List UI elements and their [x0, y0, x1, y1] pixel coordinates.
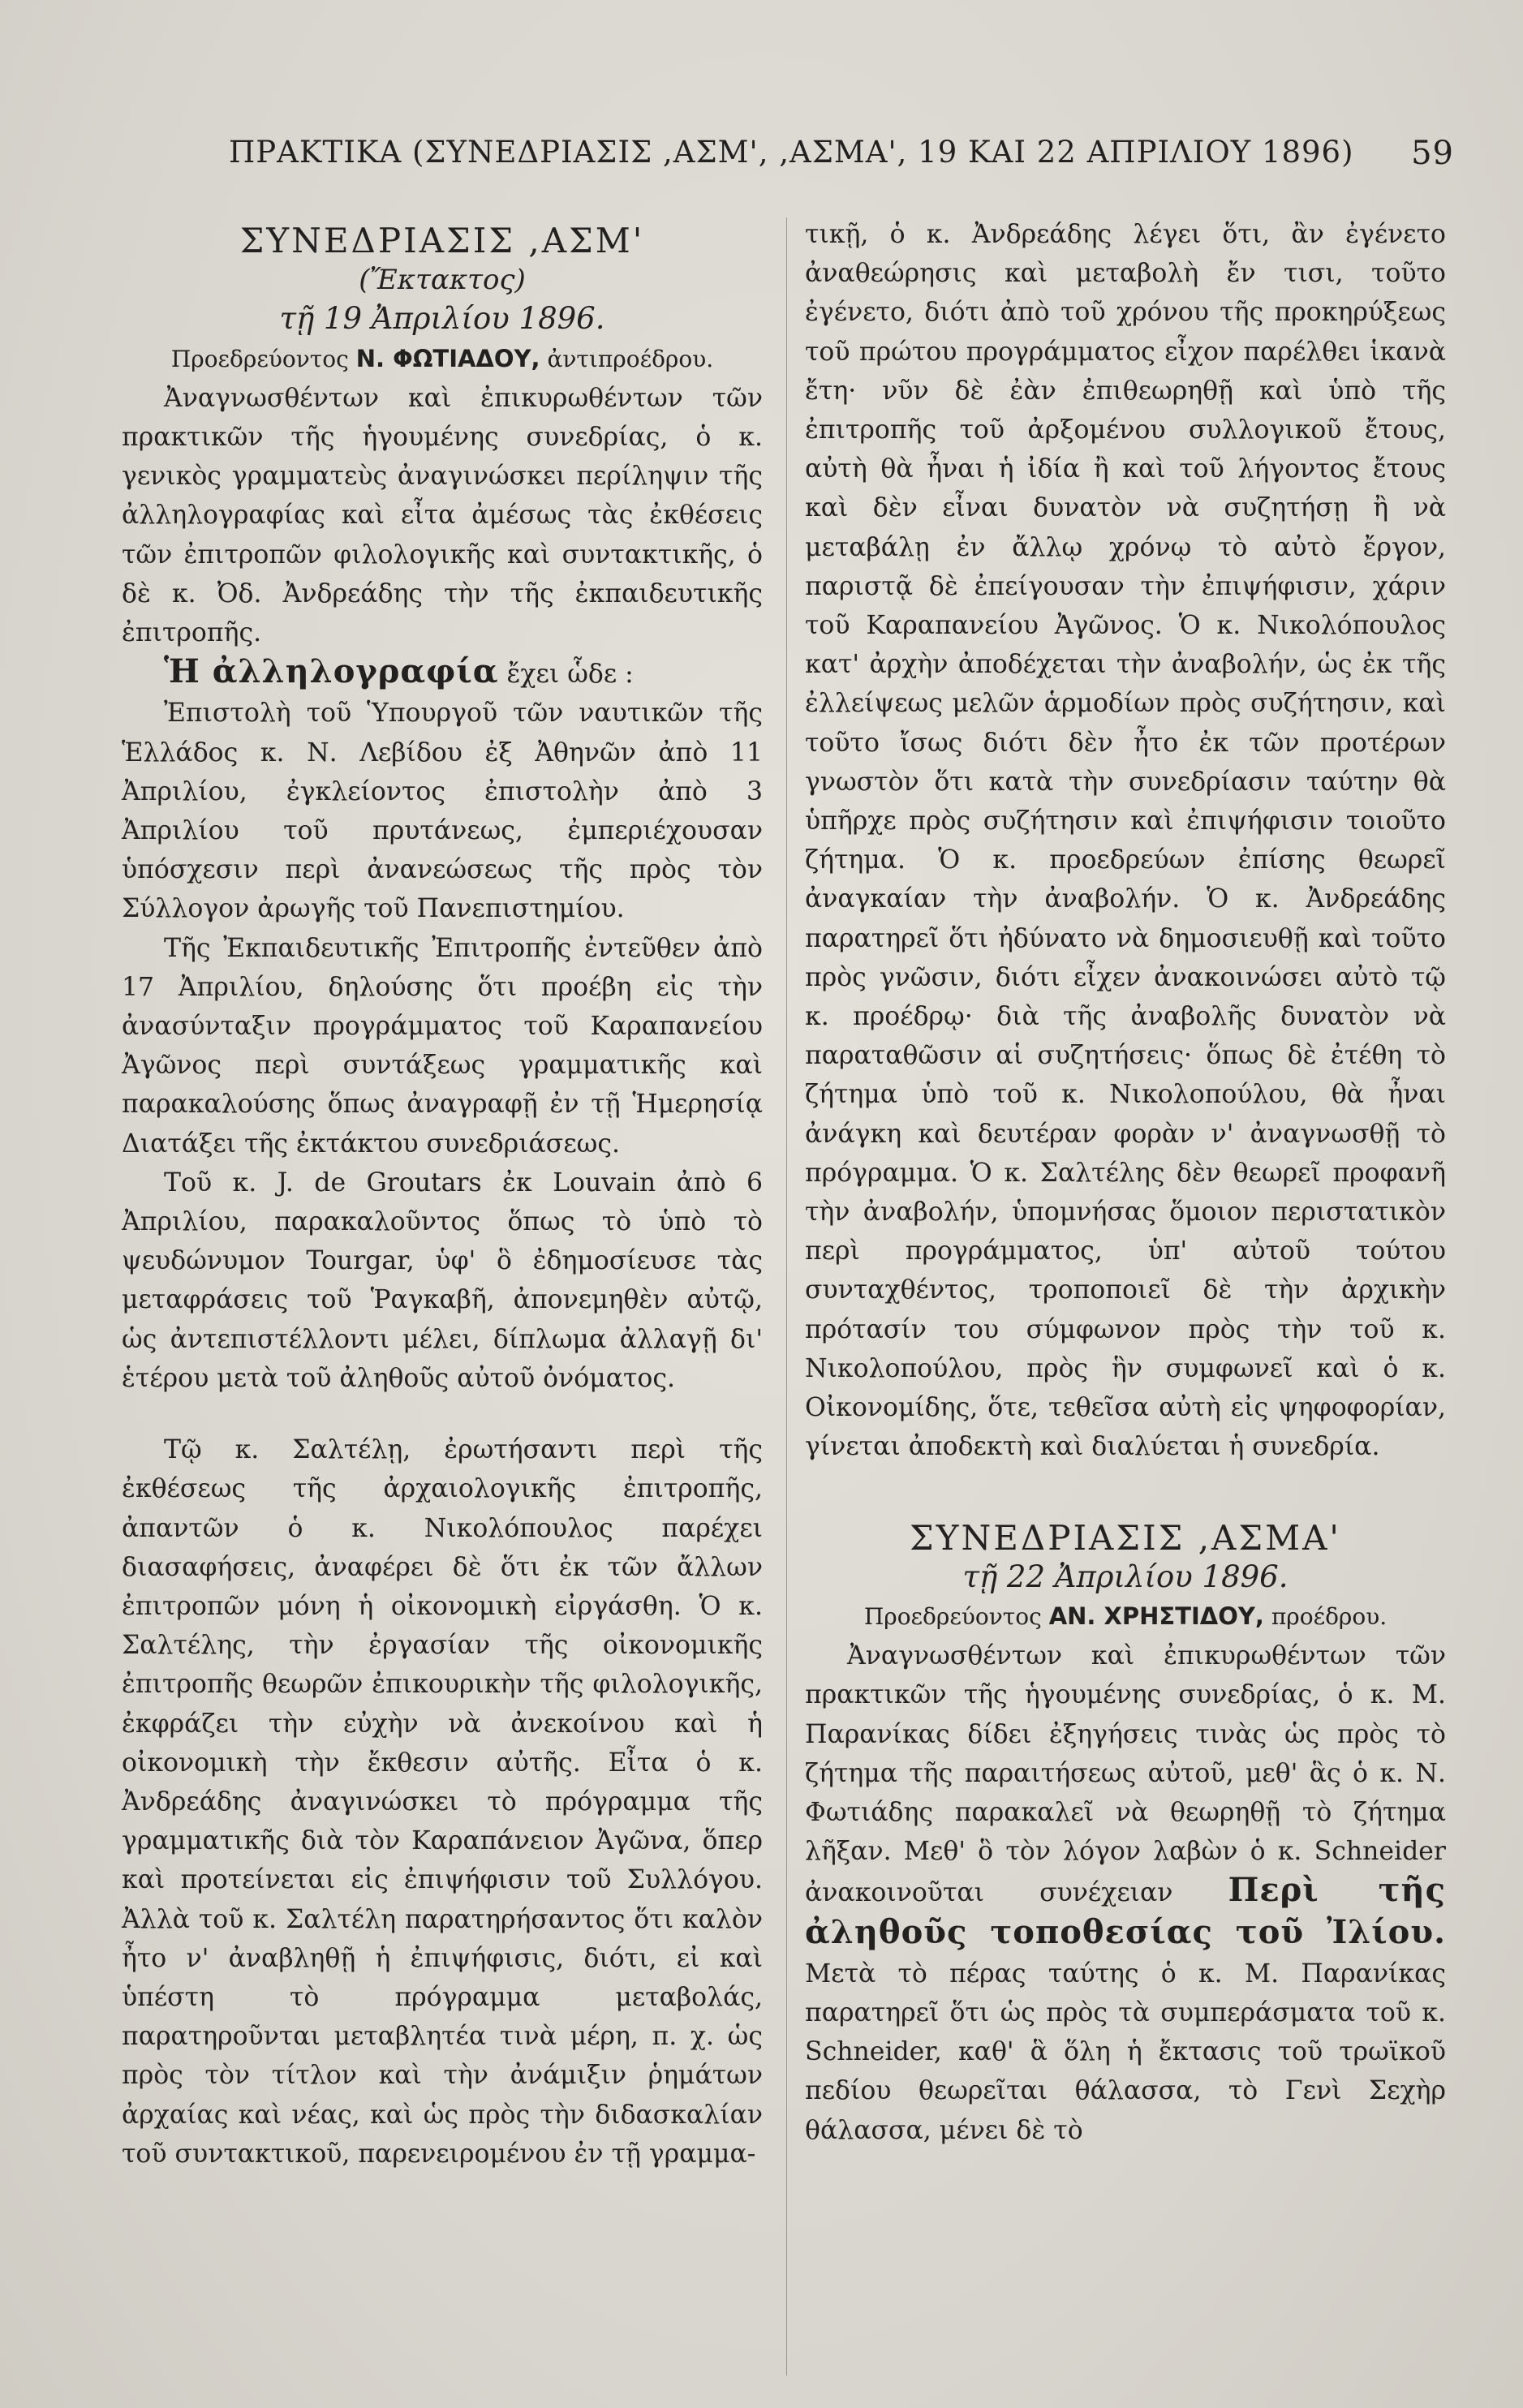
- presidency-suffix: ἀντιπροέδρου.: [547, 345, 714, 372]
- paragraph-text: Ἀναγνωσθέντων καὶ ἐπικυρωθέντων τῶν πρακτικῶν τῆς ἡγουμένης συνεδρίας, ὁ κ. Μ. Παρανίκας δίδει ἐξηγήσεις τινὰς ὡς πρὸς τὸ ζήτημα τῆς παραιτήσεως αὐτοῦ, μεθ' ἃς ὁ κ. Ν. Φωτιάδης παρακαλεῖ νὰ θεωρηθῇ τὸ ζήτημα λῆξαν. Μεθ' ὃ τὸν λόγον λαβὼν ὁ κ. Schneider ἀνακοινοῦται συνέχειαν: [805, 1641, 1446, 1908]
- correspondence-rest: ἔχει ὧδε :: [506, 660, 634, 690]
- paragraph-text: Μετὰ τὸ πέρας ταύτης ὁ κ. Μ. Παρανίκας παρατηρεῖ ὅτι ὡς πρὸς τὰ συμπεράσματα τοῦ κ. Schneider, καθ' ἃ ὅλη ἡ ἔκτασις τοῦ τρωϊκοῦ πεδίου θεωρεῖται θάλασσα, τὸ Γενὶ Σεχὴρ θάλασσα, μένει δὲ τὸ: [805, 1959, 1446, 2145]
- presidency-line: [805, 1597, 1446, 1636]
- session-heading: ΣΥΝΕΔΡΙΑΣΙΣ ,ΑΣΜΑ': [910, 1517, 1341, 1558]
- paragraph: Τῆς Ἐκπαιδευτικῆς Ἐπιτροπῆς ἐντεῦθεν ἀπὸ 17 Ἀπριλίου, δηλούσης ὅτι προέβη εἰς τὴν ἀνασύνταξιν προγράμματος τοῦ Καραπανείου Ἀγῶνος περὶ συντάξεως γραμματικῆς καὶ παρακαλούσης ὅπως ἀναγραφῇ ἐν τῇ Ἡμερησίᾳ Διατάξει τῆς ἐκτάκτου συνεδριάσεως.: [122, 933, 763, 1159]
- session-heading: ΣΥΝΕΔΡΙΑΣΙΣ ,ΑΣΜ': [239, 221, 645, 260]
- paragraph: Ἐπιστολὴ τοῦ Ὑπουργοῦ τῶν ναυτικῶν τῆς Ἑλλάδος κ. Ν. Λεβίδου ἐξ Ἀθηνῶν ἀπὸ 11 Ἀπριλίου, ἐγκλείοντος ἐπιστολὴν ἀπὸ 3 Ἀπριλίου τοῦ πρυτάνεως, ἐμπεριέχουσαν ὑπόσχεσιν περὶ ἀνανεώσεως τῆς πρὸς τὸν Σύλλογον ἀρωγῆς τοῦ Πανεπιστημίου.: [122, 699, 763, 924]
- left-column: [122, 215, 763, 2174]
- session-date: τῇ 19 Ἀπριλίου 1896.: [279, 301, 605, 337]
- spacer: [122, 1398, 763, 1430]
- correspondence-lead: Ἡ ἀλληλογραφία: [164, 652, 499, 691]
- paragraph: Ἀναγνωσθέντων καὶ ἐπικυρωθέντων τῶν πρακτικῶν τῆς ἡγουμένης συνεδρίας, ὁ κ. γενικὸς γραμματεὺς ἀναγινώσκει περίληψιν τῆς ἀλληλογραφίας καὶ εἶτα ἀμέσως τὰς ἐκθέσεις τῶν ἐπιτροπῶν φιλολογικῆς καὶ συντακτικῆς, ὁ δὲ κ. Ὀδ. Ἀνδρεάδης τὴν τῆς ἐκπαιδευτικῆς ἐπιτροπῆς.: [122, 383, 763, 648]
- running-title: ΠΡΑΚΤΙΚΑ (ΣΥΝΕΔΡΙΑΣΙΣ ,ΑΣΜ', ,ΑΣΜΑ', 19 ΚΑΙ 22 ΑΠΡΙΛΙΟΥ 1896): [229, 135, 1354, 170]
- running-head: [229, 135, 1454, 180]
- paragraph: τικῇ, ὁ κ. Ἀνδρεάδης λέγει ὅτι, ἂν ἐγένετο ἀναθεώρησις καὶ μεταβολὴ ἔν τισι, τοῦτο ἐγένετο, διότι ἀπὸ τοῦ χρόνου τῆς προκηρύξεως τοῦ πρώτου προγράμματος εἶχον παρέλθει ἱκανὰ ἔτη· νῦν δὲ ἐὰν ἐπιθεωρηθῇ καὶ ὑπὸ τῆς ἐπιτροπῆς τοῦ ἀρξομένου συλλογικοῦ ἔτους, αὐτὴ θὰ ἦναι ἡ ἰδία ἢ καὶ τοῦ λήγοντος ἔτους καὶ δὲν εἶναι δυνατὸν νὰ συζητήσῃ ἢ νὰ μεταβάλῃ ἐν ἄλλῳ χρόνῳ τὸ αὐτὸ ἔργον, παριστᾷ δὲ ἐπείγουσαν τὴν ἐπιψήφισιν, χάριν τοῦ Καραπανείου Ἀγῶνος. Ὁ κ. Νικολόπουλος κατ' ἀρχὴν ἀποδέχεται τὴν ἀναβολήν, ὡς ἐκ τῆς ἐλλείψεως μελῶν ἁρμοδίων πρὸς συζήτησιν, καὶ τοῦτο ἴσως διότι δὲν ἦτο ἐκ τῶν προτέρων γνωστὸν ὅτι κατὰ τὴν συνεδρίασιν ταύτην θὰ ὑπῆρχε πρὸς συζήτησιν καὶ ἐπιψήφισιν τοιοῦτο ζήτημα. Ὁ κ. προεδρεύων ἐπίσης θεωρεῖ ἀναγκαίαν τὴν ἀναβολήν. Ὁ κ. Ἀνδρεάδης παρατηρεῖ ὅτι ἠδύνατο νὰ δημοσιευθῇ καὶ τοῦτο πρὸς γνῶσιν, διότι εἶχεν ἀνακοινώσει αὐτὸ τῷ κ. προέδρῳ· διὰ τῆς ἀναβολῆς δυνατὸν νὰ παραταθῶσιν αἱ συζητήσεις· ὅπως δὲ ἐτέθη τὸ ζήτημα ὑπὸ τοῦ κ. Νικολοπούλου, θὰ ἦναι ἀνάγκη καὶ δευτέραν φορὰν ν' ἀναγνωσθῇ τὸ πρόγραμμα. Ὁ κ. Σαλτέλης δὲν θεωρεῖ προφανῆ τὴν ἀναβολήν, ὑπομνήσας ὅμοιον περιστατικὸν περὶ προγράμματος, ὑπ' αὐτοῦ τούτου συνταχθέντος, τροποποιεῖ δὲ τὴν ἀρχικὴν πρότασίν του σύμφωνον πρὸς τὴν τοῦ κ. Νικολοπούλου, πρὸς ἣν συμφωνεῖ καὶ ὁ κ. Οἰκονομίδης, ὅτε, τεθεῖσα αὐτὴ εἰς ψηφοφορίαν, γίνεται ἀποδεκτὴ καὶ διαλύεται ἡ συνεδρία.: [805, 220, 1446, 1462]
- presidency-name: Ν. ΦΩΤΙΑΔΟΥ,: [355, 344, 540, 372]
- column-divider: [786, 217, 787, 2376]
- lecture-title: Περὶ τῆς ἀληθοῦς τοποθεσίας τοῦ Ἰλίου.: [805, 1871, 1446, 1951]
- spacer: [805, 1467, 1446, 1512]
- page-number: 59: [1411, 135, 1454, 172]
- presidency-name: ΑΝ. ΧΡΗΣΤΙΔΟΥ,: [1048, 1602, 1264, 1630]
- correspondence-intro: [122, 652, 763, 694]
- paragraph: [805, 1636, 1446, 2150]
- presidency-line: [122, 339, 763, 379]
- paragraph: Τῷ κ. Σαλτέλῃ, ἐρωτήσαντι περὶ τῆς ἐκθέσεως τῆς ἀρχαιολογικῆς ἐπιτροπῆς, ἀπαντῶν ὁ κ. Νικολόπουλος παρέχει διασαφήσεις, ἀναφέρει δὲ ὅτι ἐκ τῶν ἄλλων ἐπιτροπῶν μόνη ἡ οἰκονομικὴ εἰργάσθη. Ὁ κ. Σαλτέλης, τὴν ἐργασίαν τῆς οἰκονομικῆς ἐπιτροπῆς θεωρῶν ἐπικουρικὴν τῆς φιλολογικῆς, ἐκφράζει τὴν εὐχὴν νὰ ἀνεκοίνου καὶ ἡ οἰκονομικὴ τὴν ἔκθεσιν αὐτῆς. Εἶτα ὁ κ. Ἀνδρεάδης ἀναγινώσκει τὸ πρόγραμμα τῆς γραμματικῆς διὰ τὸν Καραπάνειον Ἀγῶνα, ὅπερ καὶ προτείνεται εἰς ἐπιψήφισιν τοῦ Συλλόγου. Ἀλλὰ τοῦ κ. Σαλτέλη παρατηρήσαντος ὅτι καλὸν ἦτο ν' ἀναβληθῇ ἡ ἐπιψήφισις, διότι, εἰ καὶ ὑπέστη τὸ πρόγραμμα μεταβολάς, παρατηροῦνται μεταβλητέα τινὰ μέρη, π. χ. ὡς πρὸς τὸν τίτλον καὶ τὴν ἀνάμιξιν ῥημάτων ἀρχαίας καὶ νέας, καὶ ὡς πρὸς τὴν διδασκαλίαν τοῦ συντακτικοῦ, παρενειρομένου ἐν τῇ γραμμα-: [122, 1435, 763, 2169]
- presidency-prefix: Προεδρεύοντος: [863, 1602, 1042, 1630]
- session-date: τῇ 22 Ἀπριλίου 1896.: [962, 1559, 1289, 1594]
- paragraph: Τοῦ κ. J. de Groutars ἐκ Louvain ἀπὸ 6 Ἀπριλίου, παρακαλοῦντος ὅπως τὸ ὑπὸ τὸ ψευδώνυμον Tourgar, ὑφ' ὃ ἐδημοσίευσε τὰς μεταφράσεις τοῦ Ῥαγκαβῆ, ἀπονεμηθὲν αὐτῷ, ὡς ἀντεπιστέλλοντι μέλει, δίπλωμα ἀλλαγῇ δι' ἑτέρου μετὰ τοῦ ἀληθοῦς αὐτοῦ ὀνόματος.: [122, 1167, 763, 1393]
- presidency-suffix: προέδρου.: [1271, 1602, 1387, 1630]
- session-subheading: (Ἔκτακτος): [359, 264, 526, 297]
- presidency-prefix: Προεδρεύοντος: [170, 345, 349, 372]
- right-column: [805, 215, 1446, 2150]
